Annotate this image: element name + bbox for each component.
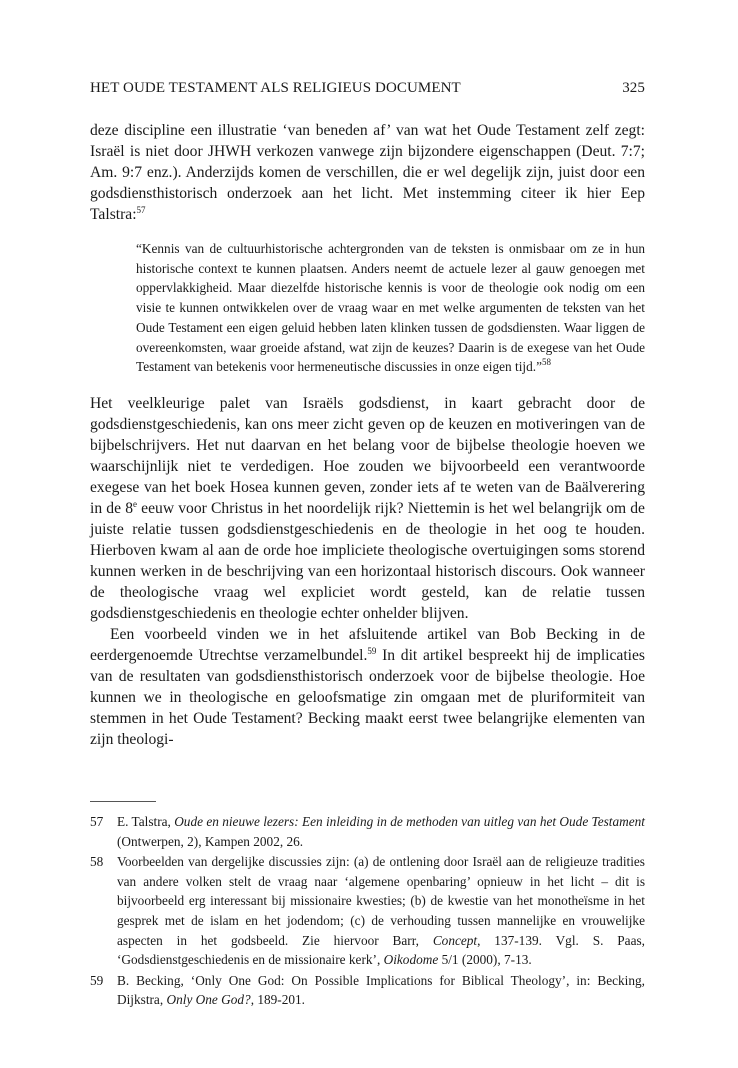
- paragraph-3: [90, 624, 645, 750]
- footnote-59: [90, 971, 645, 1010]
- footnote-text: E. Talstra,: [117, 814, 175, 829]
- footnote-text: Voorbeelden van dergelijke discussies zijn: (a) de ontlening door Israël aan de religieuze tradities van andere volken stelt de vraag naar ‘algemene openbaring’ opnieuw in het licht – dit is bijvoorbeeld erg interessant bij missionaire kwesties; (b) de kwestie van het monotheïsme in het gesprek met de islam en het jodendom; (c) de verhouding tussen mannelijke en vrouwelijke aspecten in het godsbeeld. Zie hiervoor Barr,: [117, 854, 645, 948]
- footnote-number: 59: [90, 972, 104, 988]
- paragraph-2-text-b: eeuw voor Christus in het noordelijk rijk? Niettemin is het wel belangrijk om de juiste relatie tussen godsdienstgeschiedenis en de theologie in het oog te houden. Hierboven kwam al aan de orde hoe impliciete theologische overtuigingen soms storend kunnen werken in de beschrijving van een horizontaal historisch discours. Ook wanneer de theologische vraag wel expliciet wordt gesteld, kan de relatie tussen godsdienstgeschiedenis en theologie echter onhelder blijven.: [90, 499, 645, 622]
- footnote-title-italic: Oude en nieuwe lezers: Een inleiding in de methoden van uitleg van het Oude Testament: [174, 814, 645, 829]
- footnote-57: [90, 812, 645, 851]
- century-superscript: e: [133, 498, 137, 509]
- footnote-text: (Ontwerpen, 2), Kampen 2002, 26.: [117, 833, 304, 849]
- body-text: [90, 120, 645, 750]
- footnote-title-italic: Oikodome: [383, 952, 439, 968]
- footnote-title-italic: Concept: [432, 932, 478, 948]
- footnote-text: , 189-201.: [250, 992, 305, 1008]
- paragraph-2-text-a: Het veelkleurige palet van Israëls godsdienst, in kaart gebracht door de godsdienstgeschiedenis, kan ons meer zicht geven op de keuzen en motiveringen van de bijbelschrijvers. Het nut daarvan en het belang voor de bijbelse theologie hoeven we waarschijnlijk niet te verdedigen. Hoe zouden we bijvoorbeeld een verantwoorde exegese van het boek Hosea kunnen geven, zonder iets af te weten van de Baälverering in de 8: [90, 394, 645, 517]
- footnote-text: , 137-139. Vgl. S. Paas, ‘Godsdienstgeschiedenis en de missionaire kerk’,: [117, 932, 645, 968]
- footnote-text: B. Becking, ‘Only One God: On Possible Implications for Biblical Theology’, in: Becking, Dijkstra,: [117, 972, 645, 1008]
- footnotes: [90, 812, 645, 1011]
- footnote-58: [90, 852, 645, 970]
- paragraph-3-text-b: In dit artikel bespreekt hij de implicaties van de resultaten van godsdiensthistorisch onderzoek voor de bijbelse theologie. Hoe kunnen we in theologische en geloofsmatige zin omgaan met de pluriformiteit van stemmen in het Oude Testament? Becking maakt eerst twee belangrijke elementen van zijn theologi-: [90, 646, 645, 748]
- page: [90, 0, 645, 1068]
- running-head: [90, 80, 645, 100]
- block-quote-text: “Kennis van de cultuurhistorische achtergronden van de teksten is onmisbaar om ze in hun historische context te kunnen plaatsen. Anders neemt de actuele lezer al gauw genoegen met oppervlakkigheid. Maar diezelfde historische kennis is voor de theologie ook nodig om een visie te kunnen ontwikkelen over de vraag waar en met welke argumenten de teksten van het Oude Testament een eigen geluid hebben laten klinken tussen de godsdiensten. Waar liggen de overeenkomsten, waar groeide afstand, wat zijn de keuzes? Daarin is de exegese van het Oude Testament van betekenis voor hermeneutische discussies in onze eigen tijd.”: [136, 241, 645, 375]
- page-number: 325: [622, 80, 645, 96]
- block-quote: [136, 239, 645, 377]
- paragraph-1-text: deze discipline een illustratie ‘van beneden af’ van wat het Oude Testament zelf zegt: Israël is niet door JHWH verkozen vanwege zijn bijzondere eigenschappen (Deut. 7:7; Am. 9:7 enz.). Anderzijds komen de verschillen, die er wel degelijk zijn, juist door een godsdiensthistorisch onderzoek aan het licht. Met instemming citeer ik hier Eep Talstra:: [90, 122, 645, 223]
- paragraph-3-text-a: Een voorbeeld vinden we in het afsluitende artikel van Bob Becking in de eerdergenoemde Utrechtse verzamelbundel.: [90, 625, 645, 664]
- paragraph-1: [90, 120, 645, 225]
- footnote-separator: [90, 801, 156, 802]
- footnote-ref-57[interactable]: 57: [136, 205, 146, 215]
- footnote-number: 57: [90, 814, 104, 829]
- running-title: HET OUDE TESTAMENT ALS RELIGIEUS DOCUMENT: [90, 80, 461, 96]
- footnote-ref-59[interactable]: 59: [367, 645, 377, 656]
- footnote-text: 5/1 (2000), 7-13.: [438, 952, 532, 968]
- footnote-number: 58: [90, 854, 104, 870]
- footnote-ref-58[interactable]: 58: [541, 357, 551, 368]
- footnote-title-italic: Only One God?: [166, 992, 251, 1008]
- paragraph-2: [90, 393, 645, 624]
